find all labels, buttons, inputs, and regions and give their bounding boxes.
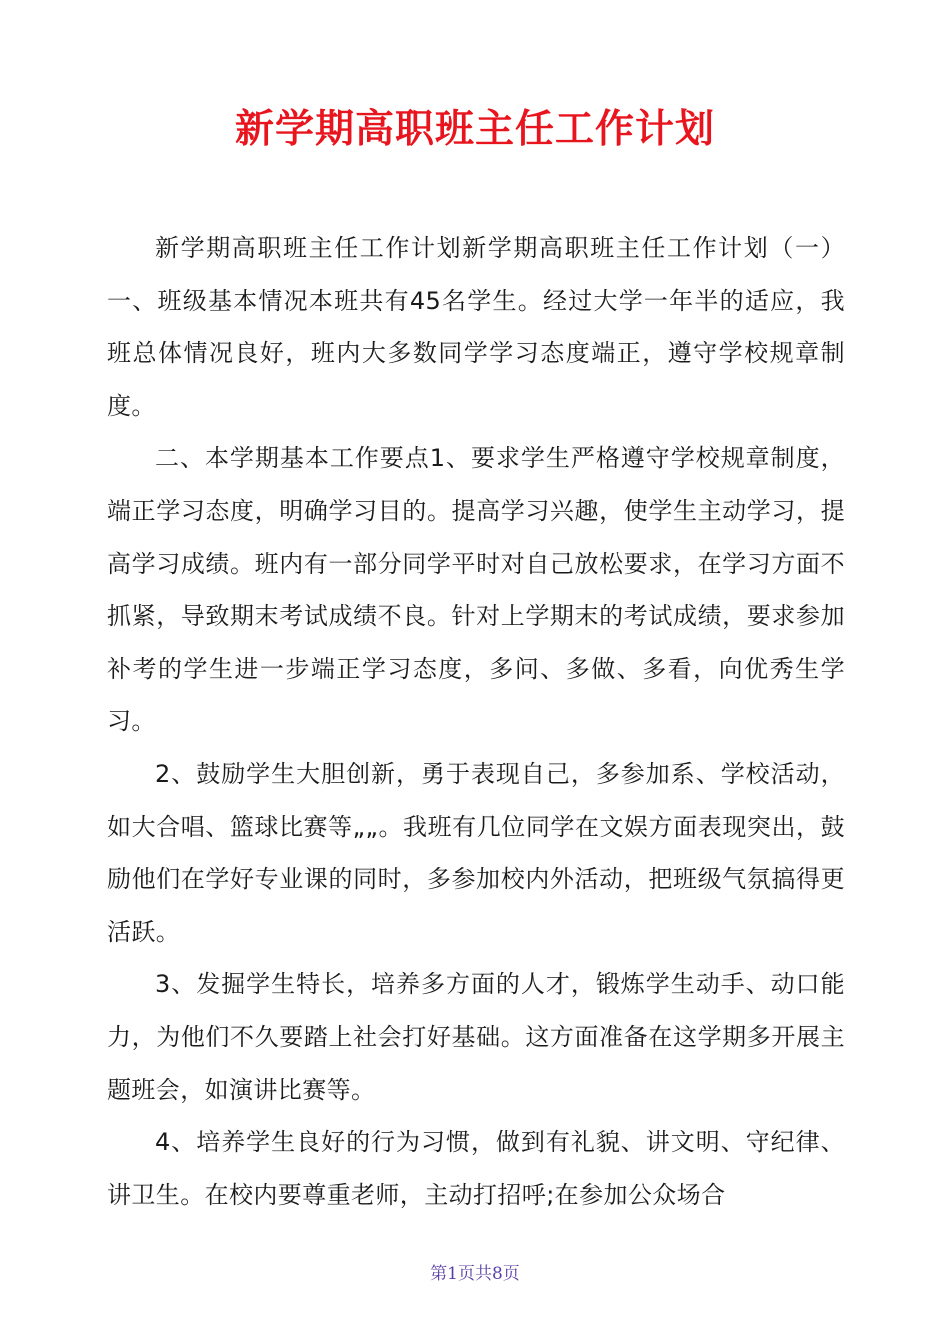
paragraph-4: 3、发掘学生特长，培养多方面的人才，锻炼学生动手、动口能力，为他们不久要踏上社会打好基础。这方面准备在这学期多开展主题班会，如演讲比赛等。 (107, 970, 845, 1104)
document-title: 新学期高职班主任工作计划 (234, 107, 715, 152)
paragraph-3: 2、鼓励学生大胆创新，勇于表现自己，多参加系、学校活动，如大合唱、篮球比赛等„„。我班有几位同学在文娱方面表现突出，鼓励他们在学好专业课的同时，多参加校内外活动，把班级气氛搞得更活跃。 (107, 759, 845, 946)
paragraph-5: 4、培养学生良好的行为习惯，做到有礼貌、讲文明、守纪律、讲卫生。在校内要尊重老师，主动打招呼;在参加公众场合 (107, 1128, 845, 1209)
document-body (107, 222, 845, 1221)
paragraph-2: 二、本学期基本工作要点1、要求学生严格遵守学校规章制度，端正学习态度，明确学习目的。提高学习兴趣，使学生主动学习，提高学习成绩。班内有一部分同学平时对自己放松要求，在学习方面不抓紧，导致期末考试成绩不良。针对上学期末的考试成绩，要求参加补考的学生进一步端正学习态度，多问、多做、多看，向优秀生学习。 (107, 444, 845, 736)
page-number-footer: 第1页共8页 (430, 1264, 520, 1284)
paragraph-1: 新学期高职班主任工作计划新学期高职班主任工作计划（一）一、班级基本情况本班共有45名学生。经过大学一年半的适应，我班总体情况良好，班内大多数同学学习态度端正，遵守学校规章制度。 (107, 234, 845, 420)
